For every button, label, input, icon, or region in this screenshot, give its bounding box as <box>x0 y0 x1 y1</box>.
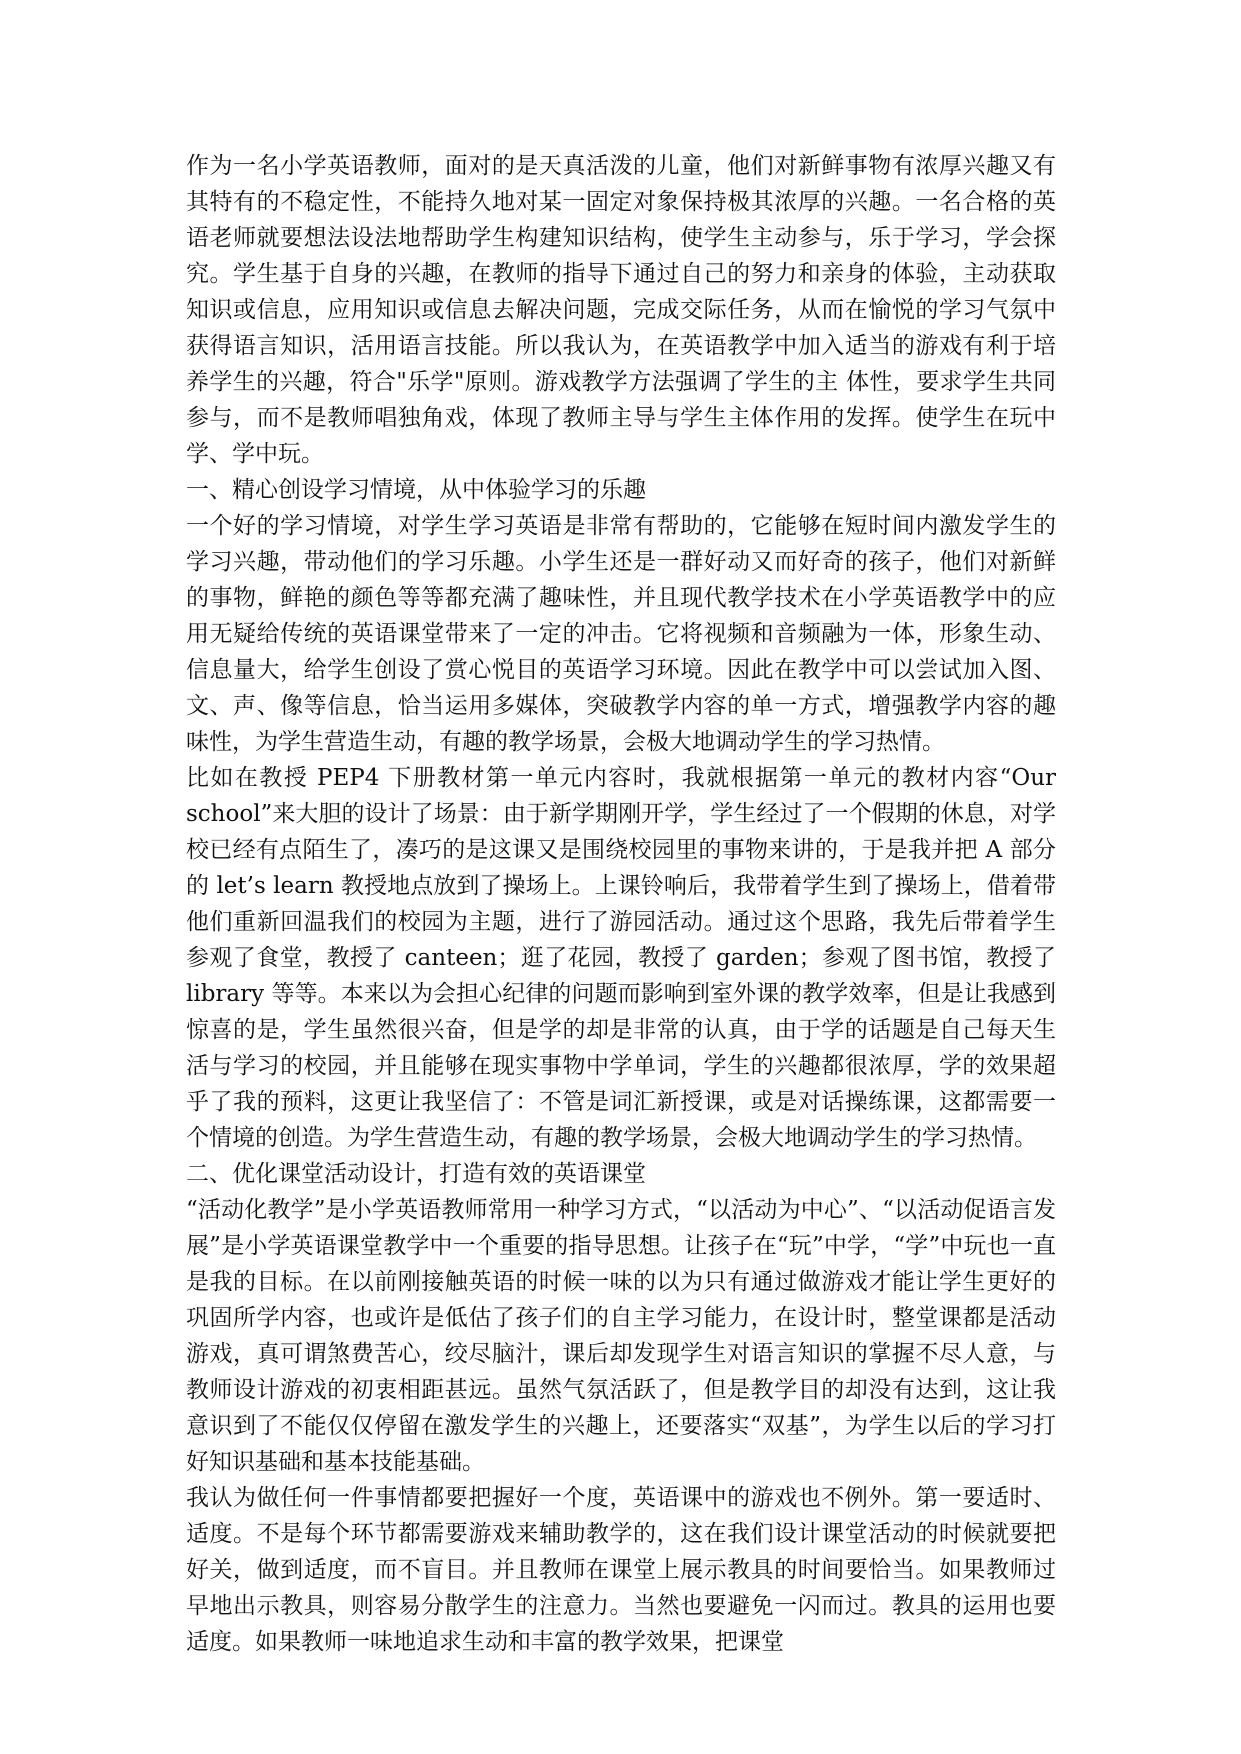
section-heading-1: 一、精心创设学习情境，从中体验学习的乐趣 <box>186 477 646 503</box>
section-1-paragraph-1: 一个好的学习情境，对学生学习英语是非常有帮助的，它能够在短时间内激发学生的学习兴趣，带动他们的学习乐趣。小学生还是一群好动又而好奇的孩子，他们对新鲜的事物，鲜艳的颜色等等都充满了趣味性，并且现代教学技术在小学英语教学中的应用无疑给传统的英语课堂带来了一定的冲击。它将视频和音频融为一体，形象生动、信息量大，给学生创设了赏心悦目的英语学习环境。因此在教学中可以尝试加入图、文、声、像等信息，恰当运用多媒体，突破教学内容的单一方式，增强教学内容的趣味性，为学生营造生动，有趣的教学场景，会极大地调动学生的学习热情。 <box>186 513 1056 755</box>
section-2-paragraph-2: 我认为做任何一件事情都要把握好一个度，英语课中的游戏也不例外。第一要适时、适度。不是每个环节都需要游戏来辅助教学的，这在我们设计课堂活动的时候就要把好关，做到适度，而不盲目。并且教师在课堂上展示教具的时间要恰当。如果教师过早地出示教具，则容易分散学生的注意力。当然也要避免一闪而过。教具的运用也要适度。如果教师一味地追求生动和丰富的教学效果，把课堂 <box>186 1485 1056 1655</box>
section-heading-2: 二、优化课堂活动设计，打造有效的英语课堂 <box>186 1161 646 1187</box>
section-2-paragraph-1: “活动化教学”是小学英语教师常用一种学习方式，“以活动为中心”、“以活动促语言发展”是小学英语课堂教学中一个重要的指导思想。让孩子在“玩”中学，“学”中玩也一直是我的目标。在以前刚接触英语的时候一味的以为只有通过做游戏才能让学生更好的巩固所学内容，也或许是低估了孩子们的自主学习能力，在设计时，整堂课都是活动游戏，真可谓煞费苦心，绞尽脑汁，课后却发现学生对语言知识的掌握不尽人意，与教师设计游戏的初衷相距甚远。虽然气氛活跃了，但是教学目的却没有达到，这让我意识到了不能仅仅停留在激发学生的兴趣上，还要落实“双基”，为学生以后的学习打好知识基础和基本技能基础。 <box>186 1197 1056 1475</box>
document-body <box>186 148 1056 1660</box>
intro-paragraph: 作为一名小学英语教师，面对的是天真活泼的儿童，他们对新鲜事物有浓厚兴趣又有其特有的不稳定性，不能持久地对某一固定对象保持极其浓厚的兴趣。一名合格的英语老师就要想法设法地帮助学生构建知识结构，使学生主动参与，乐于学习，学会探究。学生基于自身的兴趣，在教师的指导下通过自己的努力和亲身的体验，主动获取知识或信息，应用知识或信息去解决问题，完成交际任务，从而在愉悦的学习气氛中获得语言知识，活用语言技能。所以我认为，在英语教学中加入适当的游戏有利于培养学生的兴趣，符合"乐学"原则。游戏教学方法强调了学生的主 体性，要求学生共同参与，而不是教师唱独角戏，体现了教师主导与学生主体作用的发挥。使学生在玩中学、学中玩。 <box>186 153 1056 467</box>
section-1-paragraph-2: 比如在教授 PEP4 下册教材第一单元内容时，我就根据第一单元的教材内容“Our school”来大胆的设计了场景：由于新学期刚开学，学生经过了一个假期的休息，对学校已经有点陌生了，凑巧的是这课又是围绕校园里的事物来讲的，于是我并把 A 部分的 let’s learn 教授地点放到了操场上。上课铃响后，我带着学生到了操场上，借着带他们重新回温我们的校园为主题，进行了游园活动。通过这个思路，我先后带着学生参观了食堂，教授了 canteen；逛了花园，教授了 garden；参观了图书馆，教授了 library 等等。本来以为会担心纪律的问题而影响到室外课的教学效率，但是让我感到惊喜的是，学生虽然很兴奋，但是学的却是非常的认真，由于学的话题是自己每天生活与学习的校园，并且能够在现实事物中学单词，学生的兴趣都很浓厚，学的效果超乎了我的预料，这更让我坚信了：不管是词汇新授课，或是对话操练课，这都需要一个情境的创造。为学生营造生动，有趣的教学场景，会极大地调动学生的学习热情。 <box>186 765 1056 1151</box>
